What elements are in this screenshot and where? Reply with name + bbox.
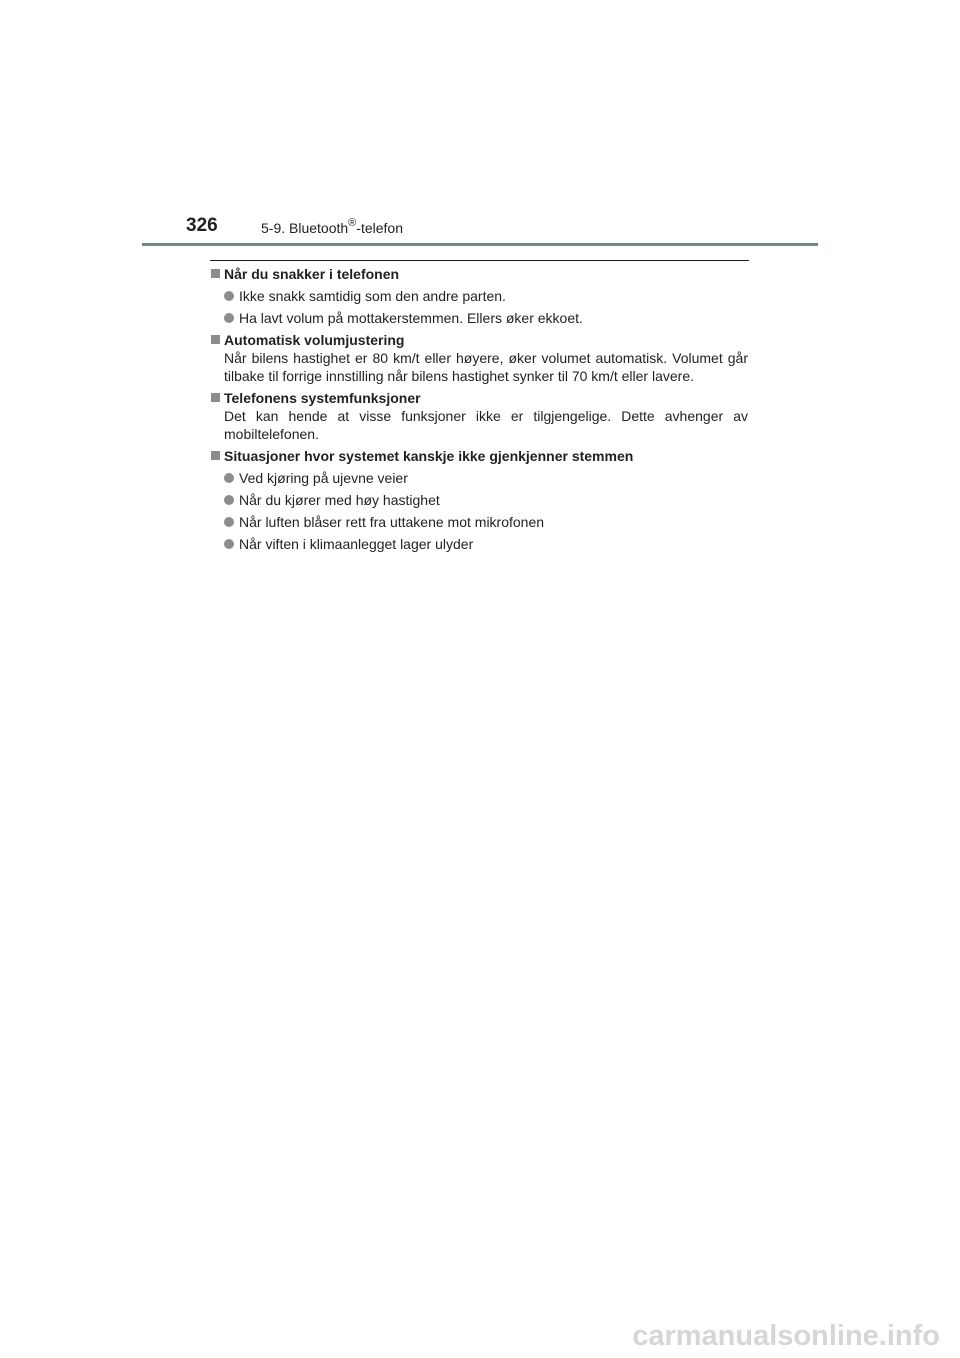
list-item-text: Ikke snakk samtidig som den andre parten.	[239, 288, 506, 304]
list-item	[210, 469, 748, 487]
page-content	[210, 265, 748, 553]
section-title: Automatisk volumjustering	[224, 332, 405, 348]
circle-bullet-icon	[224, 539, 234, 549]
square-bullet-icon	[211, 269, 220, 278]
registered-mark: ®	[348, 217, 357, 229]
circle-bullet-icon	[224, 473, 234, 483]
watermark: carmanualsonline.info	[632, 1320, 940, 1352]
list-item	[210, 535, 748, 553]
list-item-text: Når viften i klimaanlegget lager ulyder	[239, 536, 474, 552]
circle-bullet-icon	[224, 291, 234, 301]
chapter-suffix: -telefon	[356, 220, 403, 236]
list-item	[210, 309, 748, 327]
page-number: 326	[186, 215, 218, 236]
list-item-text: Ha lavt volum på mottakerstemmen. Ellers øker ekkoet.	[239, 310, 583, 326]
section-heading	[210, 447, 748, 465]
section-title: Når du snakker i telefonen	[224, 266, 400, 282]
square-bullet-icon	[211, 451, 220, 460]
section-heading	[210, 331, 748, 349]
list-item	[210, 287, 748, 305]
circle-bullet-icon	[224, 517, 234, 527]
section-heading	[210, 389, 748, 407]
list-item	[210, 513, 748, 531]
circle-bullet-icon	[224, 495, 234, 505]
square-bullet-icon	[211, 393, 220, 402]
list-item-text: Ved kjøring på ujevne veier	[239, 470, 408, 486]
circle-bullet-icon	[224, 313, 234, 323]
list-item-text: Når luften blåser rett fra uttakene mot mikrofonen	[239, 514, 545, 530]
list-item-text: Når du kjører med høy hastighet	[239, 492, 440, 508]
section-divider	[210, 260, 749, 261]
square-bullet-icon	[211, 335, 220, 344]
section-paragraph: Det kan hende at visse funksjoner ikke er tilgjengelige. Dette avhenger av mobiltelefonen.	[224, 408, 748, 442]
section-paragraph: Når bilens hastighet er 80 km/t eller høyere, øker volumet automatisk. Volumet går tilbake til forrige innstilling når bilens hastighet synker til 70 km/t eller lavere.	[224, 350, 748, 384]
chapter-title	[261, 219, 403, 237]
section-heading	[210, 265, 748, 283]
section-title: Situasjoner hvor systemet kanskje ikke gjenkjenner stemmen	[224, 448, 634, 464]
header-rule	[142, 243, 818, 246]
section-title: Telefonens systemfunksjoner	[224, 390, 421, 406]
list-item	[210, 491, 748, 509]
chapter-prefix: 5-9. Bluetooth	[261, 220, 349, 236]
